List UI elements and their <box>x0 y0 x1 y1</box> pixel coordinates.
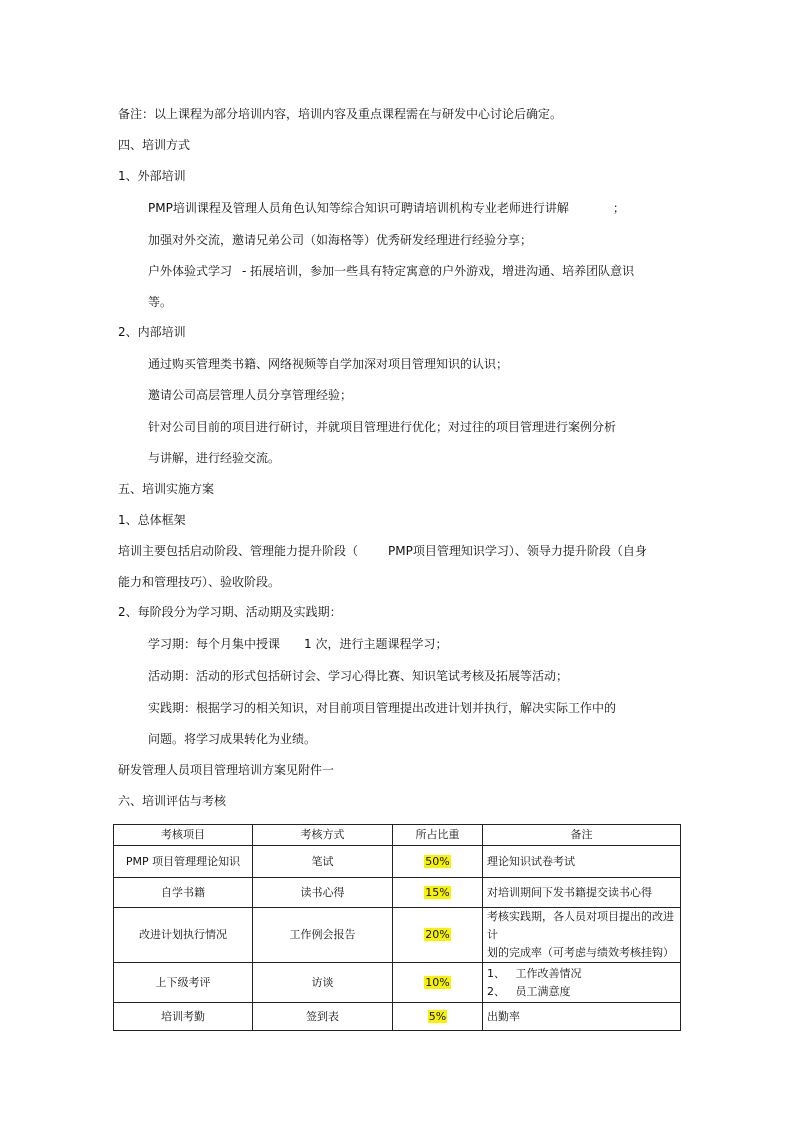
cell-note <box>483 908 681 963</box>
cell-method: 工作例会报告 <box>253 908 393 963</box>
cell-item: PMP 项目管理理论知识 <box>114 846 253 878</box>
paragraph-5-2-c-cont <box>148 731 316 747</box>
paragraph-4-1-b <box>148 232 532 248</box>
paragraph-5-1-a-part3: 能力和管理技巧）、验收阶段。 <box>118 575 281 589</box>
subsection-5-2-title: 2、每阶段分为学习期、活动期及实践期： <box>118 605 342 619</box>
remark-line <box>118 106 562 122</box>
cell-weight <box>393 963 483 1003</box>
paragraph-5-2-a-part2: 1 次，进行主题课程学习； <box>304 637 448 651</box>
cell-note <box>483 963 681 1003</box>
weight-highlight: 15% <box>425 885 450 899</box>
paragraph-5-2-c <box>148 700 616 716</box>
section-6-title: 六、培训评估与考核 <box>118 794 227 808</box>
section-4-title: 四、培训方式 <box>118 138 191 152</box>
section-4-heading <box>118 137 190 153</box>
subsection-5-2-heading <box>118 604 342 620</box>
paragraph-5-2-c-text-cont: 问题。将学习成果转化为业绩。 <box>148 732 317 746</box>
table-header-row <box>114 825 681 846</box>
paragraph-5-2-c-text: 实践期：根据学习的相关知识，对目前项目管理提出改进计划并执行，解决实际工作中的 <box>148 701 617 715</box>
note-line: 考核实践期，各人员对项目提出的改进计 <box>487 910 674 941</box>
section-6-heading <box>118 793 226 809</box>
cell-method: 签到表 <box>253 1003 393 1031</box>
cell-item: 培训考勤 <box>114 1003 253 1031</box>
subsection-4-1-heading <box>118 168 186 184</box>
note-line: 2、 员工满意度 <box>487 984 571 998</box>
header-weight: 所占比重 <box>393 825 483 846</box>
note-line: 1、 工作改善情况 <box>487 966 582 980</box>
subsection-4-2-title: 2、内部培训 <box>118 325 186 339</box>
paragraph-4-2-b <box>148 387 352 403</box>
paragraph-4-2-c-text: 针对公司目前的项目进行研讨，并就项目管理进行优化；对过往的项目管理进行案例分析 <box>148 420 617 434</box>
subsection-4-2-heading <box>118 324 186 340</box>
table-row <box>114 878 681 908</box>
attachment-note <box>118 762 334 778</box>
cell-method: 笔试 <box>253 846 393 878</box>
paragraph-5-1-a <box>118 543 647 559</box>
paragraph-4-1-c-part2: - 拓展培训，参加一些具有特定寓意的户外游戏，增进沟通、培养团队意识 <box>242 264 635 278</box>
remark-text: 备注：以上课程为部分培训内容，培训内容及重点课程需在与研发中心讨论后确定。 <box>118 107 563 121</box>
paragraph-4-1-c-part3: 等。 <box>148 295 173 309</box>
section-5-heading <box>118 481 214 497</box>
note-line: 划的完成率（可考虑与绩效考核挂钩） <box>487 946 674 959</box>
cell-weight <box>393 878 483 908</box>
paragraph-4-2-c <box>148 419 616 435</box>
section-5-title: 五、培训实施方案 <box>118 482 215 496</box>
paragraph-4-2-c-cont <box>148 450 280 466</box>
attachment-note-text: 研发管理人员项目管理培训方案见附件一 <box>118 763 335 777</box>
table-row <box>114 1003 681 1031</box>
weight-highlight: 20% <box>425 928 450 941</box>
paragraph-4-1-a <box>148 200 625 216</box>
cell-note: 出勤率 <box>483 1003 681 1031</box>
subsection-5-1-heading <box>118 512 186 528</box>
evaluation-table <box>113 824 681 1031</box>
subsection-5-1-title: 1、总体框架 <box>118 513 186 527</box>
header-item: 考核项目 <box>114 825 253 846</box>
cell-item: 改进计划执行情况 <box>114 908 253 963</box>
paragraph-5-2-b <box>148 668 568 684</box>
cell-weight <box>393 1003 483 1031</box>
cell-method: 读书心得 <box>253 878 393 908</box>
table-row <box>114 963 681 1003</box>
cell-note: 对培训期间下发书籍提交读书心得 <box>483 878 681 908</box>
cell-method: 访谈 <box>253 963 393 1003</box>
subsection-4-1-title: 1、外部培训 <box>118 169 186 183</box>
paragraph-4-1-b-text: 加强对外交流，邀请兄弟公司（如海格等）优秀研发经理进行经验分享； <box>148 233 533 247</box>
paragraph-4-1-c <box>148 263 634 279</box>
weight-highlight: 10% <box>425 975 450 989</box>
paragraph-4-1-c-cont <box>148 294 172 310</box>
paragraph-5-2-a-part1: 学习期：每个月集中授课 <box>148 637 281 651</box>
paragraph-4-2-a-text: 通过购买管理类书籍、网络视频等自学加深对项目管理知识的认识； <box>148 357 509 371</box>
paragraph-4-1-a-text: PMP培训课程及管理人员角色认知等综合知识可聘请培训机构专业老师进行讲解 <box>148 201 569 215</box>
paragraph-5-2-b-text: 活动期：活动的形式包括研讨会、学习心得比赛、知识笔试考核及拓展等活动； <box>148 669 569 683</box>
header-method: 考核方式 <box>253 825 393 846</box>
paragraph-5-1-a-part1: 培训主要包括启动阶段、管理能力提升阶段（ <box>118 544 359 558</box>
paragraph-4-1-c-part1: 户外体验式学习 <box>148 264 233 278</box>
paragraph-4-2-c-text-cont: 与讲解，进行经验交流。 <box>148 451 281 465</box>
weight-highlight: 5% <box>428 1009 447 1023</box>
header-note: 备注 <box>483 825 681 846</box>
paragraph-4-2-a <box>148 356 508 372</box>
paragraph-4-1-a-end: ； <box>612 201 625 215</box>
cell-item: 上下级考评 <box>114 963 253 1003</box>
cell-weight <box>393 846 483 878</box>
cell-note: 理论知识试卷考试 <box>483 846 681 878</box>
cell-item: 自学书籍 <box>114 878 253 908</box>
paragraph-5-2-a <box>148 636 447 652</box>
table-row <box>114 908 681 963</box>
paragraph-5-1-a-cont <box>118 574 280 590</box>
paragraph-5-1-a-part2: PMP项目管理知识学习）、领导力提升阶段（自身 <box>388 544 647 558</box>
weight-highlight: 50% <box>425 854 450 868</box>
cell-weight <box>393 908 483 963</box>
paragraph-4-2-b-text: 邀请公司高层管理人员分享管理经验； <box>148 388 353 402</box>
table-row <box>114 846 681 878</box>
